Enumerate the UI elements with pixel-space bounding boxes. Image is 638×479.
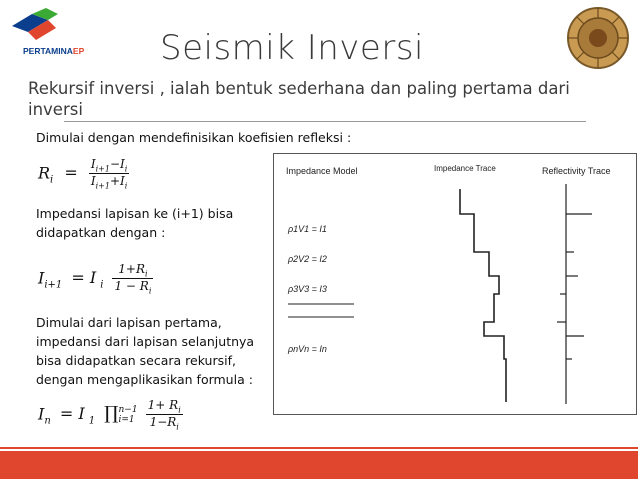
layer-n-label: ρnVn = In [288, 344, 327, 354]
impedance-model-label: Impedance Model [286, 166, 358, 176]
impedance-next-text: Impedansi lapisan ke (i+1) bisa didapatkan dengan : [36, 206, 234, 240]
formula-reflection-coefficient: $R_i$ = $\frac{I_{i+1}-I_i}{I_{i+1}+I_i}$ [38, 157, 128, 191]
recursive-explanation-text: Dimulai dari lapisan pertama, impedansi dari lapisan selanjutnya bisa didapatkan secara rekursif, dengan mengaplikasikan formula : [36, 315, 255, 387]
pertamina-logo-text: PERTAMINAEP [23, 46, 85, 56]
divider-line [64, 121, 586, 122]
pertamina-logo-mark [2, 6, 102, 44]
layer-1-label: ρ1V1 = I1 [288, 224, 327, 234]
intro-text: Dimulai dengan mendefinisikan koefisien refleksi : [36, 130, 352, 145]
university-emblem-icon [563, 4, 633, 72]
slide-title: Seismik Inversi [160, 28, 424, 68]
footer-accent-line [0, 447, 638, 449]
impedance-figure [273, 153, 637, 415]
slide-subtitle: Rekursif inversi , ialah bentuk sederhana dan paling pertama dari inversi [28, 79, 570, 119]
formula-recursive-impedance: $I_n = I$ $_1$ ∏ n−1 i=1 $\frac{1+ R_i}{1-R_i}$ [38, 398, 181, 432]
impedance-trace-line [460, 189, 506, 402]
footer-accent-bar [0, 451, 638, 479]
layer-2-label: ρ2V2 = I2 [288, 254, 327, 264]
formula-next-impedance: $I_{i+1} = I$ $_i$ $\frac{1+R_i}{1 - R_i}$ [38, 262, 152, 296]
reflectivity-trace-line [557, 184, 592, 404]
reflectivity-trace-label: Reflectivity Trace [542, 166, 611, 176]
impedance-trace-label: Impedance Trace [434, 164, 496, 173]
layer-3-label: ρ3V3 = I3 [288, 284, 327, 294]
pertamina-logo [0, 0, 120, 60]
impedance-traces [274, 154, 636, 414]
